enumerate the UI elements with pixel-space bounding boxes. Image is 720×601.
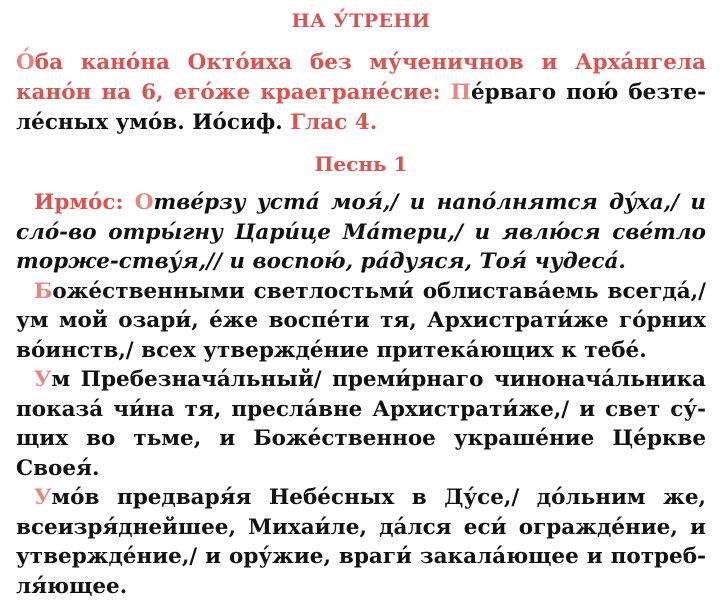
troparion-2 [16, 365, 706, 483]
troparion-3-initial: У [34, 485, 52, 510]
canon-rubric [16, 48, 706, 138]
troparion-2-text: м Пребезнача́льный/ преми́рнаго чинонача́льника показа́ чи́на тя, пресла́вне Архистрати́же,/ и свет су́-щих во тьме, и Боже́ственное украше́ние Це́ркве Своея́. [16, 367, 706, 481]
section-heading: НА У́ТРЕНИ [291, 10, 431, 32]
irmos-label: Ирмо́с: [34, 190, 135, 215]
tone-label: Глас 4. [290, 110, 378, 135]
acrostic-text: е́рваго пою́ безте-ле́сных умо́в. Ио́сиф. [16, 80, 706, 135]
troparion-1 [16, 277, 706, 366]
troparion-1-initial: Б [34, 278, 53, 304]
troparion-2-initial: У [34, 367, 52, 392]
rubric-initial: О́ [16, 50, 35, 75]
troparion-3 [16, 483, 706, 601]
ode-title: Песнь 1 [314, 152, 408, 176]
acrostic-initial: П [450, 80, 471, 105]
irmos-text: тве́рзу уста́ моя́,/ и напо́лнятся ду́ха,/ и сло́-во отры́гну Цари́це Ма́тери,/ и явлю́ся све́тло торже-ству́я,// и воспою́, ра́дуяся, Тоя́ чудеса́. [16, 190, 706, 274]
rubric-text: ба кано́на Окто́иха без му́ченичнов и Арха́нгела кано́н на 6, его́же краегране́сие: [16, 50, 706, 105]
troparion-3-text: мо́в предваря́я Небе́сных в Ду́се,/ до́льним же, всеизря́днейшее, Михаи́ле, да́лся еси́ огражде́ние, и утвержде́ние,/ и ору́жие, враги́ закала́ющее и потреб-ля́ющее. [16, 485, 706, 599]
service-page [16, 8, 706, 601]
troparion-1-text: оже́ственными светлостьми́ облистава́емь всегда́,/ ум мой озари́, е́же воспе́ти тя, Архистрати́же го́рних во́инств,/ всех утвержде́ние притека́ющих к тебе́. [16, 278, 706, 363]
irmos-initial: О [134, 190, 154, 215]
irmos-paragraph [16, 188, 706, 277]
